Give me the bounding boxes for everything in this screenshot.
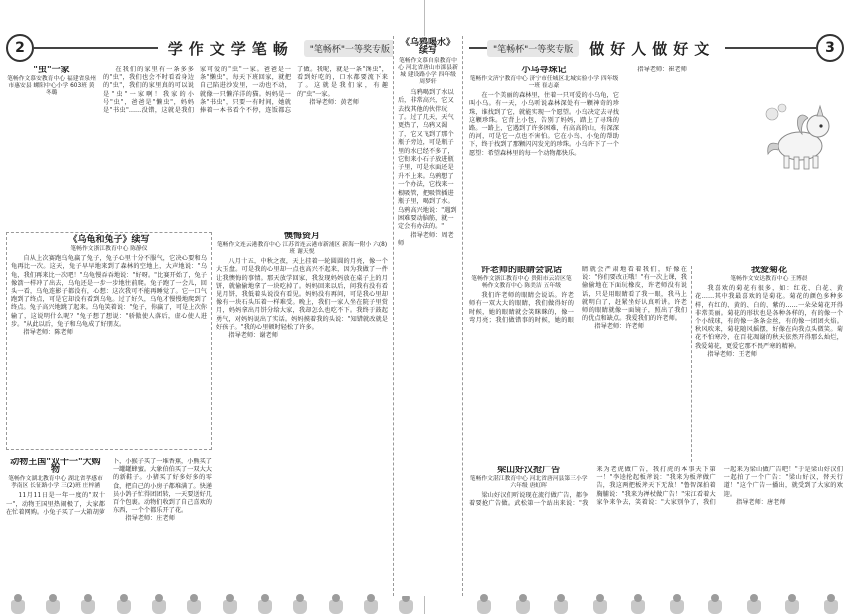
article-title: 小乌寻珠记 (521, 66, 567, 75)
header-rule (725, 47, 816, 49)
flowerpot-icon (477, 600, 491, 614)
flowerpot-icon (824, 600, 838, 614)
flowerpot-icon (258, 600, 272, 614)
article-flower (695, 266, 843, 462)
article-title: 《乌鸦喝水》续写 (400, 38, 455, 57)
article-rabbit (6, 232, 212, 450)
article-author: 笔畅作文湖北教育中心 湖北省孝感市孝南区 长征路小学 三(2)班 庄梓涵 (8, 476, 103, 490)
article-author: 笔畅作文连云港教育中心 江苏省连云港市新浦区 新海一附小 六(8)班 谢天悦 (216, 242, 388, 256)
article-author: 笔畅作文慕自泉教育中心 河北省唐山市滦县新城 建设路小学 四年级 周梦轩 (398, 57, 458, 85)
flowerpot-icon (747, 600, 761, 614)
article-footer: 指导老师：谢老师 (228, 332, 278, 340)
article-crow (393, 36, 463, 596)
page-title: 做好人做好文 (589, 39, 716, 58)
flowerpot-icon (631, 600, 645, 614)
article-chong (6, 66, 388, 228)
flowerpot-icon (11, 600, 25, 614)
article-regret (216, 232, 388, 532)
article-title: 懊悔资月 (283, 232, 320, 241)
page-title: 学作文学笔畅 (167, 39, 294, 58)
article-title: "虫"一家 (33, 66, 70, 75)
article-pearl (469, 66, 619, 262)
article-eye (469, 266, 687, 462)
flowerpot-icon (187, 600, 201, 614)
right-footer-decoration (465, 592, 850, 614)
right-page-header (469, 34, 844, 62)
article-author: 笔畅作文慕安教育中心 福建省泉州市惠安县 螺阳中心小学 603班 黄冬璐 (7, 76, 96, 97)
article-footer: 指导老师：许老师 (594, 323, 644, 331)
article-footer: 指导老师：王老师 (707, 350, 757, 358)
article-liangshan (469, 466, 843, 590)
flowerpot-icon (329, 600, 343, 614)
flowerpot-icon (593, 600, 607, 614)
flowerpot-icon (399, 600, 413, 614)
flowerpot-icon (785, 600, 799, 614)
article-pearl-continued (625, 66, 753, 262)
article-title: 梁山好汉抢广告 (497, 466, 561, 475)
page-subtitle: "笔畅杯"一等奖专版 (487, 40, 579, 57)
right-page (425, 0, 850, 614)
article-body: 11月11日是一年一度的"双十一"，动物王国里热闹极了，大家都在忙着网购。小兔子买了一大箱胡萝卜，小猴子买了一堆香蕉，小熊买了一罐罐蜂蜜。大象伯伯买了一双大大的新鞋子。小猪买了好多好多的零食，把自己的小房子都堆满了。快递员小鸽子忙得团团转，一天要送好几百个包裹。动物们收到了自己喜欢的东西，一个个都乐开了花。 (6, 458, 212, 516)
article-body: 八月十五，中秋之夜，天上挂着一轮圆圆的月亮，像一个大玉盘。可是我的心里却一点也高兴不起来，因为我做了一件让我懊悔的事情。那天放学回家，我发现妈妈放在桌子上的月饼，就偷偷地拿了一块吃掉了。妈妈回来以后，问我有没有看见月饼，我低着头说没有看见。妈妈没有再问，可是我心里却像有一块石头压着一样难受。晚上，我们一家人坐在院子里赏月，妈妈拿出月饼分给大家，我却怎么也吃不下。我终于鼓起勇气，对妈妈说出了实话。妈妈摸着我的头说："知错就改就是好孩子。"我的心里顿时轻松了许多。 (216, 258, 388, 331)
flowerpot-icon (46, 600, 60, 614)
header-rule (34, 47, 158, 49)
article-footer: 指导老师：黄老师 (309, 98, 359, 106)
unicorn-icon (760, 100, 840, 174)
article-body: 我喜欢的菊花有很多，如：红花、白花、黄花……其中我最喜欢的是菊花。菊花的颜色多种多样，有红的、黄的、白的、紫的……一朵朵菊花开得非常美丽。菊花的形状也是各种各样的，有的像一个个小绒球，有的像一条条金丝，有的像一团团火焰。秋风吹来，菊花随风摇摆，好像在向我点头微笑。菊花不怕寒冷，在百花凋谢的秋天依然开得那么灿烂，我爱菊花，更爱它那不畏严寒的精神。 (695, 285, 843, 350)
flowerpot-icon (223, 600, 237, 614)
article-body: 自从上次赛跑乌龟赢了兔子，兔子心里十分不服气，它决心要和乌龟再比一次。这天，兔子早早地来到了森林的空地上，大声地说："乌龟，我们再来比一次吧！"乌龟慢吞吞地说："好呀。"比赛开始了，兔子像箭一样冲了出去，乌龟还是一步一步地往前爬。兔子跑了一会儿，回头一看，乌龟连影子都没有，心想：这次我可不能再睡觉了。它一口气跑到了终点，可是它却没有看到乌龟。过了好久，乌龟才慢慢地爬到了终点。兔子高兴地跳了起来。乌龟笑着说："兔子，你赢了，可是上次你输了，这说明什么呢？"兔子想了想说："骄傲使人落后，虚心使人进步。"从此以后，兔子和乌龟成了好朋友。 (11, 255, 207, 328)
flowerpot-icon (152, 600, 166, 614)
article-title: 《乌龟和兔子》续写 (68, 235, 150, 245)
article-author: 笔畅作文济宁教育中心 济宁市任城区北城实验小学 四年级一班 崔志豪 (469, 76, 619, 90)
article-animal (6, 458, 212, 588)
flowerpot-icon (117, 600, 131, 614)
article-body: 在一个美丽的森林里，住着一只可爱的小乌龟，它叫小乌。有一天，小乌听说森林深处有一颗神奇的珍珠，谁找到了它，就能实现一个愿望。小乌决定去寻找这颗珍珠。它背上小包，告别了妈妈，踏上了寻珠的路。一路上，它遇到了许多困难，有高高的山，有深深的河，可是它一点也不害怕。它在小鸟、小兔的帮助下，终于找到了那颗闪闪发光的珍珠。小乌许下了一个愿望：希望森林里的每一个动物都快乐。 (469, 92, 619, 157)
article-author: 笔畅作文安达教育中心 王博晨 (730, 276, 808, 283)
article-footer: 指导老师：崔老师 (637, 66, 687, 73)
article-body: 在我们的家里有一条多多的"虫"，我们也会不时看看身边的"虫"，我们的家里真的可以说是"虫"一家啊！我家的小号"虫"，爸爸是"懒虫"，妈妈是"书虫"……没错，这就是我们家可爱的"虫"一家。爸爸是一条"懒虫"，每天下班回家，就把自己陷进沙发里，一动也不动，就像一只懒洋洋的猫。妈妈是一条"书虫"，只要一有时间，她就捧着一本书看个不停，连饭都忘了做。我呢，就是一条"馋虫"，看到好吃的，口水都要流下来了。这就是我们家，有趣的"虫"一家。 (103, 66, 388, 115)
flowerpot-icon (293, 600, 307, 614)
flowerpot-icon (81, 600, 95, 614)
article-footer: 指导老师：周老师 (398, 231, 454, 248)
article-body: 乌鸦喝到了水以后，非常高兴，它又去找其他的伙伴玩了。过了几天，天气更热了，乌鸦又渴了，它又飞到了那个瓶子旁边，可是瓶子里的水已经不多了，它衔来小石子放进瓶子里，可是水面还是升不上来。乌鸦想了一个办法，它找来一根吸管，把吸管插进瓶子里，喝到了水。乌鸦高兴地说："遇到困难要动脑筋，就一定会有办法的。" (398, 88, 457, 231)
article-author: 笔畅作文浙江教育中心 贵阳市云岩区笔畅作文教育中心 陈美洁 五年级 (471, 276, 572, 290)
article-footer: 指导老师：庄老师 (125, 515, 175, 523)
page-number: 3 (816, 34, 844, 62)
flowerpot-icon (554, 600, 568, 614)
column-divider (691, 266, 692, 462)
article-body: 梁山好汉们听说现在流行做广告，都争着要抢广告做。武松第一个站出来说："我来为老虎做广告，我打虎的本事天下第一！"李逵抡起板斧说："我来为板斧做广告，我这两把板斧天下无敌！"鲁智深拍着胸脯说："我来为禅杖做广告！"宋江看着大家争来争去，笑着说："大家别争了，我们一起来为梁山做广告吧！"于是梁山好汉们一起拍了一个广告："梁山好汉，替天行道！"这个广告一播出，就受到了大家的欢迎。 (469, 466, 843, 508)
left-footer-decoration (0, 592, 424, 614)
article-title: 许老师的眼睛会说话 (480, 266, 562, 275)
article-footer: 指导老师：陈老师 (23, 329, 73, 337)
article-body: 我们许老师的眼睛会说话。许老师有一双大大的眼睛，我们做得好的时候，她的眼睛就会笑眯眯的，像一弯月亮；我们做错事的时候，她的眼睛就会严肃地看着我们，好像在说："你们要改正哦！"有一次上课，我偷偷地在下面玩橡皮，许老师没有说话，只是用眼睛看了我一眼，我马上就明白了，赶紧坐好认真听讲。许老师的眼睛就像一面镜子，照出了我们的优点和缺点。我爱我们的许老师。 (469, 266, 687, 324)
header-rule (469, 47, 487, 49)
article-title: 动物王国"双十一"大购物 (10, 458, 101, 476)
article-author: 笔畅作文浙江教育中心 陈静仪 (70, 246, 148, 253)
flowerpot-icon (364, 600, 378, 614)
article-footer: 指导老师：唐老师 (736, 498, 786, 506)
flowerpot-icon (708, 600, 722, 614)
article-author: 笔畅作文湛江教育中心 河北省唐河县第三小学 六年级 唐虹晖 (469, 476, 588, 490)
flowerpot-icon (670, 600, 684, 614)
flowerpot-icon (516, 600, 530, 614)
left-page-header (6, 34, 418, 62)
page-subtitle: "笔畅杯"一等奖专版 (304, 40, 396, 57)
article-title: 我爱菊花 (750, 266, 787, 275)
page-number: 2 (6, 34, 34, 62)
